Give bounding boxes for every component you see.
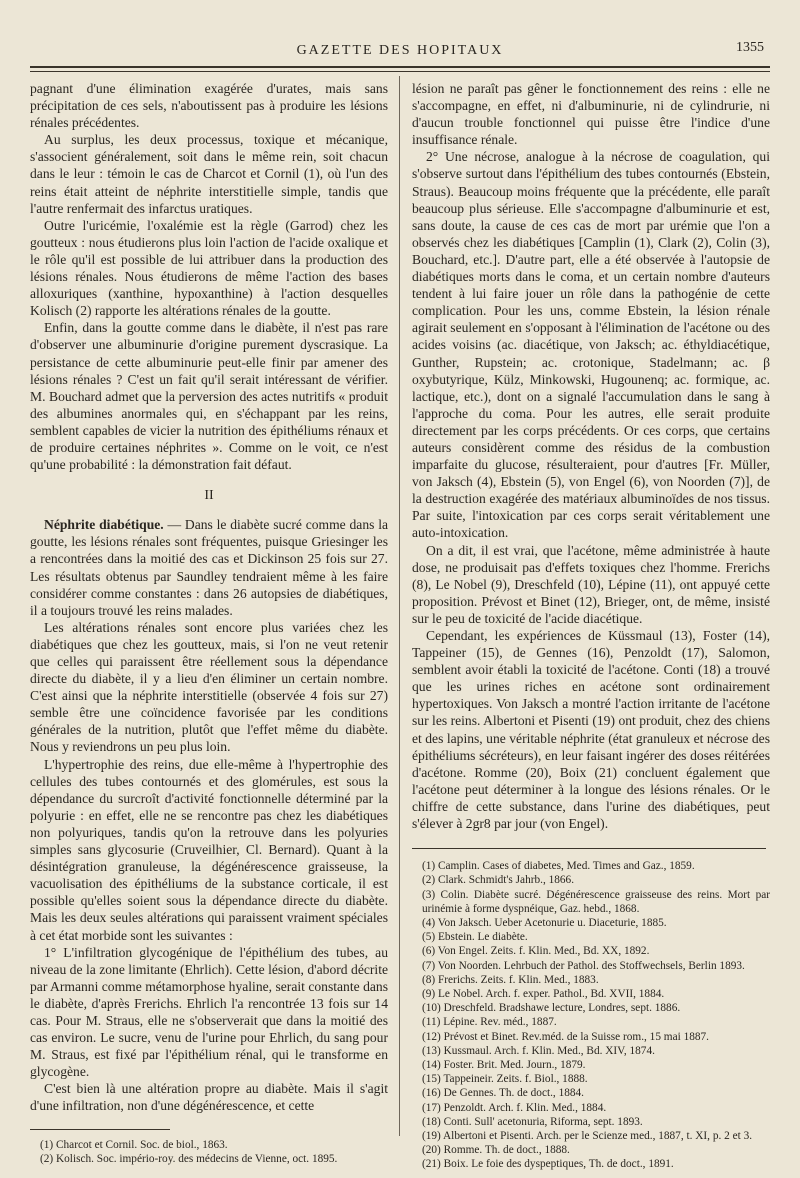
footnote: (20) Romme. Th. de doct., 1888. xyxy=(422,1144,570,1157)
page-header xyxy=(30,40,770,64)
footnote: (1) Charcot et Cornil. Soc. de biol., 1863. xyxy=(40,1138,228,1151)
footnote: (16) De Gennes. Th. de doct., 1884. xyxy=(422,1087,584,1100)
paragraph: Outre l'uricémie, l'oxalémie est la règle (Garrod) chez les goutteux : nous étudierons plus loin l'action de l'acide oxalique et le rôle qu'il est possible de lui attribuer dans la production des lésions rénales. Nous étudierons de même l'action des bases alloxuriques (xanthine, hypoxanthine) à l'action desquelles Kolisch (2) rapporte les altérations rénales de la goutte. xyxy=(30,217,388,319)
footnote: (14) Foster. Brit. Med. Journ., 1879. xyxy=(422,1058,586,1071)
paragraph: Les altérations rénales sont encore plus variées chez les diabétiques que chez les goutteux, mais, si l'on ne veut retenir que celles qui paraissent être réellement sous la dépendance directe du diabète, il y a lieu d'en éliminer un certain nombre. C'est ainsi que la néphrite interstitielle (observée 4 fois sur 27) semble être une coïncidence favorisée par les conditions générales de la nutrition, plutôt que l'effet même du diabète. Nous y reviendrons un peu plus loin. xyxy=(30,619,388,755)
footnotes-left xyxy=(30,1138,388,1166)
footnote: (9) Le Nobel. Arch. f. exper. Pathol., Bd. XVII, 1884. xyxy=(422,987,665,1000)
footnote-rule xyxy=(30,1129,170,1130)
paragraph: lésion ne paraît pas gêner le fonctionnement des reins : elle ne s'accompagne, en effet, ni d'albuminurie, ni de cylindrurie, ni d'aucun trouble fonctionnel qui puisse être l'indice d'une insuffisance rénale. xyxy=(412,81,770,148)
footnote: (2) Kolisch. Soc. império-roy. des médecins de Vienne, oct. 1895. xyxy=(40,1152,338,1165)
section-intro: — Dans le diabète sucré comme dans la goutte, les lésions rénales sont fréquentes, puisque Griesinger les a rencontrées dans la moitié des cas et Dickinson 25 fois sur 27. Les résultats obtenus par Saundley tendraient même à les faire considérer comme constantes : dans 26 autopsies de diabétiques, il a toujours trouvé les reins malades. xyxy=(30,517,388,618)
footnote: (15) Tappeineir. Zeits. f. Biol., 1888. xyxy=(422,1073,588,1086)
paragraph: On a dit, il est vrai, que l'acétone, même administrée à haute dose, ne produisait pas d'effets toxiques chez l'homme. Frerichs (8), Le Nobel (9), Dreschfeld (10), Lépine (11), ont appuyé cette proposition. Prévost et Binet (12), Brieger, ont, de même, insisté sur le peu de toxicité de l'acide diacétique. xyxy=(412,542,770,626)
section-heading: Néphrite diabétique. xyxy=(44,517,164,533)
footnote: (13) Kussmaul. Arch. f. Klin. Med., Bd. XIV, 1874. xyxy=(422,1044,655,1057)
left-column xyxy=(30,80,388,1166)
footnote: (1) Camplin. Cases of diabetes, Med. Times and Gaz., 1859. xyxy=(422,860,695,873)
footnote: (8) Frerichs. Zeits. f. Klin. Med., 1883. xyxy=(422,973,599,986)
footnotes-right xyxy=(412,859,770,1171)
paragraph: 1° L'infiltration glycogénique de l'épithélium des tubes, au niveau de la zone limitante (Ehrlich). Cette lésion, d'abord décrite par Armanni comme métamorphose hyaline, serait constante dans le diabète, d'après Frerichs. Ehrlich l'a rencontrée 13 fois sur 14 cas. Pour M. Straus, elle ne s'observerait que dans la moitié des cas environ. Le sucre, venu de l'urine pour Ehrlich, du sang pour M. Straus, est fixé par l'épithélium rénal, qui le transforme en glycogène. xyxy=(30,944,388,1080)
footnote: (7) Von Noorden. Lehrbuch der Pathol. des Stoffwechsels, Berlin 1893. xyxy=(422,959,745,972)
footnote: (11) Lépine. Rev. méd., 1887. xyxy=(422,1016,557,1029)
header-rule-thin xyxy=(30,71,770,72)
footnote: (21) Boix. Le foie des dyspeptiques, Th. de doct., 1891. xyxy=(422,1158,674,1171)
footnote: (17) Penzoldt. Arch. f. Klin. Med., 1884. xyxy=(422,1101,607,1114)
section-paragraph xyxy=(30,516,388,619)
paragraph: 2° Une nécrose, analogue à la nécrose de coagulation, qui s'observe surtout dans l'épithélium des tubes contournés (Ebstein, Straus). Beaucoup moins fréquente que la précédente, elle paraît beaucoup plus sérieuse. Elle s'accompagne d'albuminurie et est, sans doute, la cause de ces cas de mort par urémie que l'on a observés chez les diabétiques [Camplin (1), Clark (2), Colin (3), Bouchard, etc.]. D'autre part, elle a été observée à l'autopsie de diabétiques morts dans le coma, et un certain nombre d'auteurs tendent à lui faire jouer un rôle dans la pathogénie de cette complication. Pour les uns, comme Ebstein, la lésion rénale agirait seulement en s'opposant à l'élimination de l'acétone ou des acides voisins (ac. diacétique, von Jaksch; ac. éthyldiacétique, Gunther, Rupstein; ac. crotonique, Stadelmann; ac. β oxybutyrique, Külz, Minkowski, Hugounenq; ac. formique, ac. lactique, etc.), dont on a signalé l'accumulation dans le sang à l'approche du coma. Pour les autres, elle serait produite directement par les corps précédents. Or ces corps, que certains auteurs considèrent comme des résidus de la combustion imparfaite du glucose, résulteraient, pour d'autres [Fr. Müller, von Jaksch (4), Ebstein (5), von Engel (6), von Noorden (7)], de la destruction exagérée des matériaux albuminoïdes de nos tissus. Par suite, l'intoxication par ces corps serait véritablement une auto-intoxication. xyxy=(412,149,770,541)
paragraph: Cependant, les expériences de Küssmaul (13), Foster (14), Tappeiner (15), de Gennes (16), Penzoldt (17), Salomon, semblent avoir établi la toxicité de l'acétone. Conti (18) a trouvé que les urines riches en acétone sont ordinairement hypertoxiques. Von Jaksch a montré l'action irritante de l'acétone sur les reins. Albertoni et Pisenti (19) ont produit, chez des chiens et des lapins, une véritable néphrite (état granuleux et nécrose des épithéliums sécréteurs), en leur faisant ingérer des doses réitérées d'acétone. Romme (20), Boix (21) concluent également que l'acétone peut déterminer à la longue des lésions rénales. Or le chiffre de cette substance, dans l'urine des diabétiques, peut s'élever à 2gr8 par jour (von Engel). xyxy=(412,628,770,832)
paragraph: L'hypertrophie des reins, due elle-même à l'hypertrophie des cellules des tubes contournés et des glomérules, est sous la dépendance du surcroît d'activité fonctionnelle déterminé par la polyurie : en effet, elle ne se rencontre pas chez les diabétiques non polyuriques, tandis qu'on la retrouve dans les polyuries simples sans glycosurie (Cruveilhier, Cl. Bernard). Quant à la désintégration granuleuse, la dégénérescence graisseuse, la vacuolisation des épithéliums de la substance corticale, il est possible qu'elles soient sous la dépendance directe du diabète. Mais les deux seules altérations qui paraissent vraiment spéciales à cet état morbide sont les suivantes : xyxy=(30,756,388,943)
footnote: (5) Ebstein. Le diabète. xyxy=(422,931,528,944)
footnote-rule xyxy=(412,848,766,849)
footnote: (18) Conti. Sull' acetonuria, Riforma, sept. 1893. xyxy=(422,1115,643,1128)
footnote: (19) Albertoni et Pisenti. Arch. per le Scienze med., 1887, t. XI, p. 2 et 3. xyxy=(422,1129,753,1142)
footnote: (10) Dreschfeld. Bradshawe lecture, Londres, sept. 1886. xyxy=(422,1002,681,1015)
section-number: II xyxy=(204,488,214,504)
footnote: (3) Colin. Diabète sucré. Dégénérescence graisseuse des reins. Mort par urinémie à forme dyspnéique, Gaz. hebd., 1868. xyxy=(422,888,770,915)
column-divider xyxy=(399,76,400,1136)
footnote: (12) Prévost et Binet. Rev.méd. de la Suisse rom., 15 mai 1887. xyxy=(422,1030,709,1043)
footnote: (6) Von Engel. Zeits. f. Klin. Med., Bd. XX, 1892. xyxy=(422,945,650,958)
paragraph: Au surplus, les deux processus, toxique et mécanique, s'associent généralement, soit dans le même rein, soit chacun dans le leur : témoin le cas de Charcot et Cornil (1), où l'un des reins était atteint de néphrite interstitielle simple, tandis que l'autre renfermait des infarctus uratiques. xyxy=(30,132,388,216)
header-rule xyxy=(30,66,770,68)
paragraph: Enfin, dans la goutte comme dans le diabète, il n'est pas rare d'observer une albuminurie d'origine purement dyscrasique. La persistance de cette albuminurie peut-elle finir par amener des lésions rénales ? C'est un fait qu'il serait intéressant de vérifier. M. Bouchard admet que la perversion des actes nutritifs « produit des albumines anormales qui, en s'échappant par les reins, semblent capables de vicier la nutrition des épithéliums rénaux et de produire certaines néphrites ». Comme on le voit, ce n'est qu'une probabilité : la démonstration fait défaut. xyxy=(30,320,388,473)
right-column xyxy=(412,80,770,1172)
footnote: (2) Clark. Schmidt's Jahrb., 1866. xyxy=(422,874,575,887)
paragraph: C'est bien là une altération propre au diabète. Mais il s'agit d'une infiltration, non d'une dégénérescence, et cette xyxy=(30,1081,388,1114)
page-number: 1355 xyxy=(736,40,764,55)
journal-title: GAZETTE DES HOPITAUX xyxy=(296,43,504,58)
footnote: (4) Von Jaksch. Ueber Acetonurie u. Diaceturie, 1885. xyxy=(422,916,667,929)
paragraph: pagnant d'une élimination exagérée d'urates, mais sans précipitation de ces sels, n'aboutissent pas à produire les lésions rénales précédentes. xyxy=(30,81,388,131)
